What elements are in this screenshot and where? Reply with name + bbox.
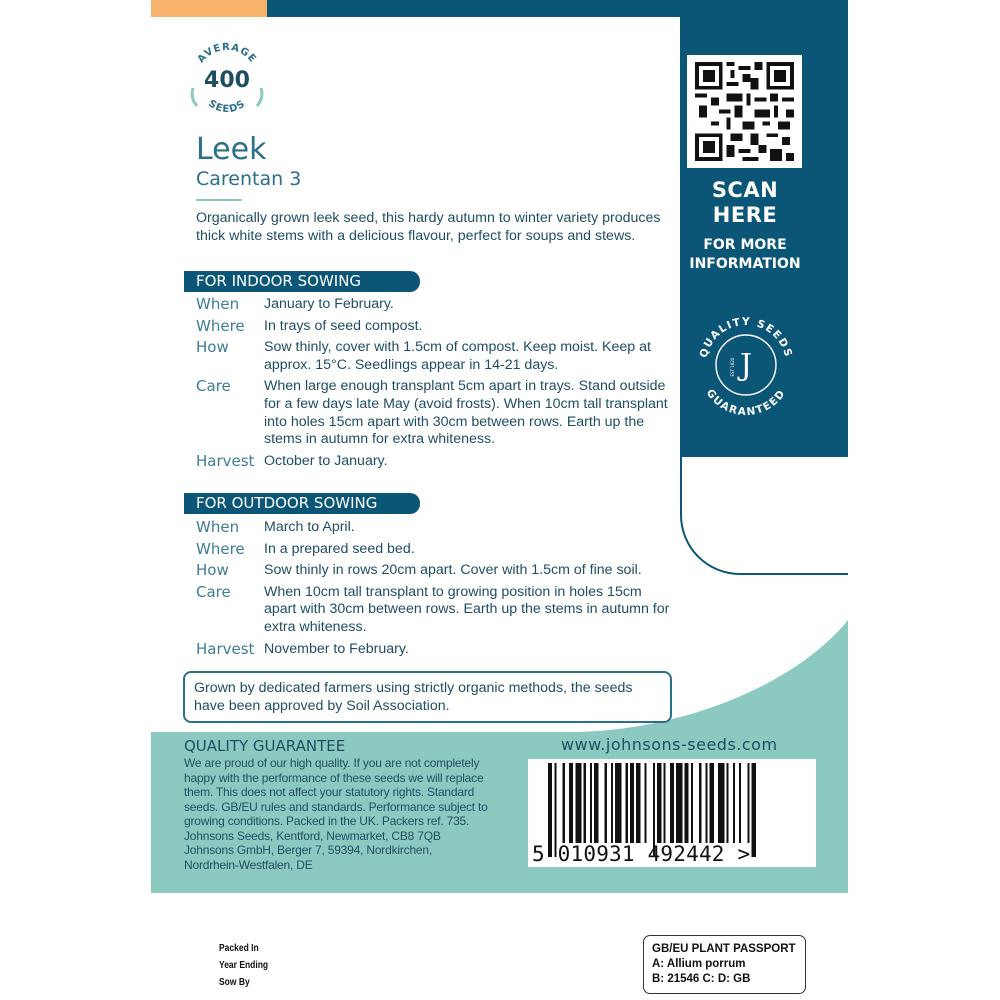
indoor-row-where [196, 318, 676, 336]
product-variety: Carentan 3 [196, 168, 302, 190]
row-value: November to February. [264, 640, 409, 657]
scan-line-1: SCAN [711, 178, 779, 202]
outdoor-row-where [196, 541, 676, 559]
row-label: Care [196, 582, 231, 601]
row-label: When [196, 518, 240, 536]
more-info-text [680, 236, 810, 274]
guarantee-line: Johnsons GmbH, Berger 7, 59394, Nordkirchen, [184, 843, 432, 857]
guarantee-line: happy with the performance of these seeds we will replace [184, 770, 484, 785]
row-label: How [196, 338, 229, 357]
sow-by-label: Sow By [219, 977, 250, 988]
passport-line-b: B: 21546 C: D: GB [652, 973, 751, 985]
indoor-row-care [196, 378, 676, 448]
indoor-row-how [196, 339, 676, 374]
row-value: When 10cm tall transplant to growing position in holes 15cm apart with 30cm between rows. Earth up the stems in autumn for extra whiteness. [264, 583, 670, 635]
seed-count: 400 [204, 68, 250, 93]
organic-note-box: Grown by dedicated farmers using strictly organic methods, the seeds have been approved by Soil Association. [183, 671, 672, 723]
outdoor-row-when [196, 519, 676, 537]
row-label: How [196, 561, 229, 580]
svg-text:J: J [739, 348, 753, 383]
row-label: When [196, 295, 240, 313]
passport-line-a: A: Allium porrum [652, 958, 746, 970]
seed-packet-back [151, 0, 848, 893]
passport-title: GB/EU PLANT PASSPORT [652, 943, 796, 955]
qr-code[interactable] [687, 55, 802, 168]
svg-text:AVERAGE: AVERAGE [195, 41, 259, 66]
guarantee-line: them. This does not affect your statutory rights. Standard [184, 785, 475, 799]
outdoor-row-harvest [196, 641, 676, 659]
title-rule [196, 199, 242, 201]
tab-curve-line [680, 430, 848, 575]
barcode-digits: 5 010931 492442 > [532, 842, 751, 866]
row-label: Harvest [196, 451, 255, 470]
indoor-row-harvest [196, 453, 676, 471]
outdoor-sowing-heading: FOR OUTDOOR SOWING [184, 493, 420, 514]
row-value: In trays of seed compost. [264, 317, 423, 334]
guarantee-line: Johnsons Seeds, Kentford, Newmarket, CB8 7QB [184, 828, 441, 843]
guarantee-line: seeds. GB/EU rules and standards. Performance subject to [184, 799, 488, 814]
qr-code-icon [694, 62, 795, 161]
indoor-sowing-rows [196, 296, 676, 470]
quality-guarantee-text [184, 756, 524, 872]
top-orange-bar [151, 0, 267, 17]
row-label: Where [196, 316, 245, 335]
product-name: Leek [196, 132, 267, 167]
outdoor-row-how [196, 562, 676, 580]
guarantee-line: growing conditions. Packed in the UK. Packers ref. 735. [184, 814, 470, 828]
more-line-1: FOR MORE [703, 237, 787, 253]
quality-seeds-seal-icon [684, 303, 808, 427]
product-description: Organically grown leek seed, this hardy autumn to winter variety produces thick white stems with a delicious flavour, perfect for soups and stews. [196, 210, 661, 244]
row-label: Care [196, 377, 231, 396]
row-value: When large enough transplant 5cm apart in trays. Stand outside for a few days late May (avoid frosts). When 10cm tall transplant into holes 15cm apart with 30cm between rows. Earth up the stems in autumn for extra whiteness. [264, 378, 668, 448]
website-link[interactable]: www.johnsons-seeds.com [561, 735, 778, 754]
row-value: March to April. [264, 519, 355, 535]
row-label: Where [196, 539, 245, 558]
guarantee-line: Nordrhein-Westfalen, DE [184, 857, 313, 872]
svg-text:EST 1820: EST 1820 [730, 357, 735, 377]
indoor-row-when [196, 296, 676, 314]
svg-text:SEEDS: SEEDS [206, 98, 248, 116]
outdoor-sowing-rows [196, 519, 676, 658]
svg-text:QUALITY SEEDS: QUALITY SEEDS [697, 315, 795, 360]
row-value: Sow thinly, cover with 1.5cm of compost. Keep moist. Keep at approx. 15°C. Seedlings appear in 14-21 days. [264, 339, 651, 373]
scan-here-text [680, 178, 810, 228]
outdoor-row-care [196, 584, 676, 637]
svg-text:GUARANTEED: GUARANTEED [703, 387, 789, 419]
row-value: In a prepared seed bed. [264, 540, 415, 557]
top-blue-bar [267, 0, 848, 17]
guarantee-line: We are proud of our high quality. If you are not completely [184, 756, 480, 770]
quality-guarantee-title: QUALITY GUARANTEE [184, 737, 346, 755]
year-ending-label: Year Ending [219, 960, 269, 971]
row-value: Sow thinly in rows 20cm apart. Cover with 1.5cm of fine soil. [264, 562, 642, 579]
row-value: January to February. [264, 296, 394, 312]
row-label: Harvest [196, 639, 255, 658]
packed-labels [219, 940, 268, 991]
plant-passport [643, 935, 806, 994]
barcode [528, 759, 816, 867]
more-line-2: INFORMATION [689, 256, 801, 272]
indoor-sowing-heading: FOR INDOOR SOWING [184, 271, 420, 292]
packed-in-label: Packed In [219, 943, 259, 954]
scan-line-2: HERE [712, 203, 778, 227]
row-value: October to January. [264, 452, 388, 469]
